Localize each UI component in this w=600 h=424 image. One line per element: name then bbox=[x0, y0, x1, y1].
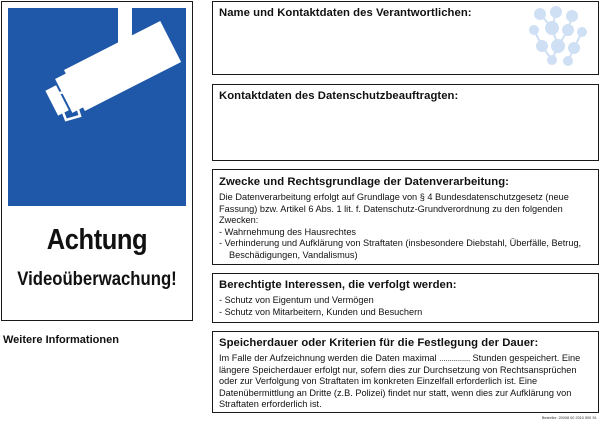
retention-text-after: Stunden gespeichert. Eine längere Speicherdauer erfolgt nur, sofern dies zur Durchsetzung von Rechtsansprüchen oder zur Verfolgung von Straftaten im konkreten Einzelfall erforderlich ist. Eine Datenübermittlung an Dritte (z.B. Polizei) findet nur statt, wenn dies zur Aufklärung von Straftaten erforderlich ist. bbox=[219, 353, 581, 410]
interests-list bbox=[219, 295, 592, 318]
purposes-box bbox=[212, 169, 599, 265]
dpo-contact-box bbox=[212, 84, 599, 161]
responsible-contact-box bbox=[212, 1, 599, 75]
network-dots-logo bbox=[528, 6, 590, 66]
purpose-item: - Verhinderung und Aufklärung von Straftaten (insbesondere Diebstahl, Überfälle, Betrug, Beschädigungen, Vandalismus) bbox=[219, 238, 582, 260]
purposes-heading: Zwecke und Rechtsgrundlage der Datenverarbeitung: bbox=[219, 176, 509, 188]
sign-subtitle: Videoüberwachung! bbox=[17, 269, 177, 290]
purposes-text: Die Datenverarbeitung erfolgt auf Grundlage von § 4 Bundesdatenschutzgesetz (neue Fassung) bzw. Artikel 6 Abs. 1 lit. f. Datenschutz-Grundverordnung zu den folgenden Zwecken: bbox=[219, 192, 569, 226]
cctv-camera-icon bbox=[8, 8, 186, 206]
order-number: Bestellnr. 20008 00 2010 500 St. bbox=[541, 416, 597, 420]
retention-text bbox=[219, 353, 592, 411]
sign-blue-panel bbox=[8, 8, 186, 206]
responsible-heading: Name und Kontaktdaten des Verantwortlichen: bbox=[219, 7, 472, 19]
dpo-heading: Kontaktdaten des Datenschutzbeauftragten: bbox=[219, 90, 459, 102]
interests-heading: Berechtigte Interessen, die verfolgt werden: bbox=[219, 279, 457, 291]
interests-box bbox=[212, 273, 599, 323]
retention-text-before: Im Falle der Aufzeichnung werden die Daten maximal bbox=[219, 353, 437, 363]
purposes-list bbox=[219, 227, 592, 262]
video-surveillance-sign bbox=[1, 1, 193, 321]
retention-box bbox=[212, 331, 599, 413]
sign-title: Achtung bbox=[46, 224, 148, 256]
more-info-label: Weitere Informationen bbox=[3, 334, 119, 346]
hours-blank-field: ............... bbox=[439, 353, 470, 363]
interest-item: - Schutz von Eigentum und Vermögen bbox=[219, 295, 374, 305]
interest-item: - Schutz von Mitarbeitern, Kunden und Besuchern bbox=[219, 306, 423, 317]
purpose-item: - Wahrnehmung des Hausrechtes bbox=[219, 226, 357, 237]
retention-heading: Speicherdauer oder Kriterien für die Festlegung der Dauer: bbox=[219, 337, 539, 349]
